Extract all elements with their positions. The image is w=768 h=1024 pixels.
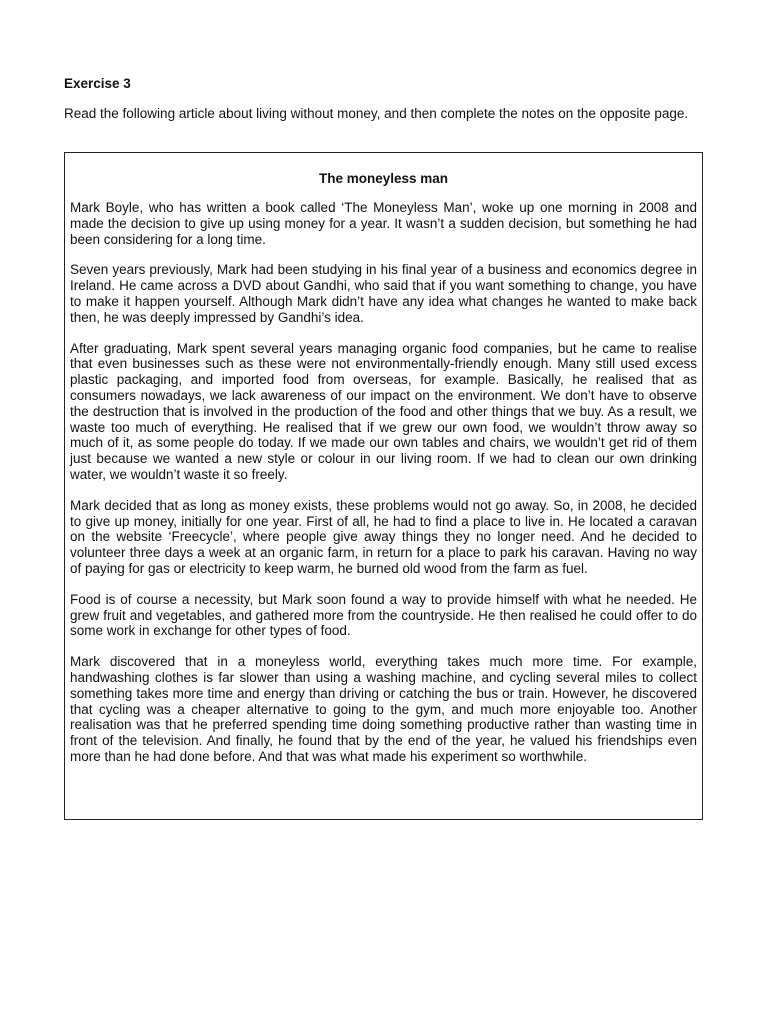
exercise-title: Exercise 3 bbox=[64, 76, 131, 91]
article-paragraph: Mark discovered that in a moneyless world, everything takes much more time. For example, handwashing clothes is far slower than using a washing machine, and cycling several miles to collect something takes more time and energy than driving or catching the bus or train. However, he discovered that cycling was a cheaper alternative to going to the gym, and much more enjoyable too. Another realisation was that he preferred spending time doing something productive rather than wasting time in front of the television. And finally, he found that by the end of the year, he valued his friendships even more than he had done before. And that was what made his experiment so worthwhile. bbox=[70, 654, 697, 764]
article-paragraph: Mark Boyle, who has written a book called ‘The Moneyless Man’, woke up one morning in 2008 and made the decision to give up using money for a year. It wasn’t a sudden decision, but something he had been considering for a long time. bbox=[70, 200, 697, 247]
article-paragraph: Mark decided that as long as money exists, these problems would not go away. So, in 2008, he decided to give up money, initially for one year. First of all, he had to find a place to live in. He located a caravan on the website ‘Freecycle’, where people give away things they no longer need. And he decided to volunteer three days a week at an organic farm, in return for a place to park his caravan. Having no way of paying for gas or electricity to keep warm, he burned old wood from the farm as fuel. bbox=[70, 497, 697, 576]
article-paragraph: Food is of course a necessity, but Mark soon found a way to provide himself with what he needed. He grew fruit and vegetables, and gathered more from the countryside. He then realised he could offer to do some work in exchange for other types of food. bbox=[70, 591, 697, 639]
article-box bbox=[64, 152, 703, 820]
article-paragraph: After graduating, Mark spent several years managing organic food companies, but he came to realise that even businesses such as these were not environmentally-friendly enough. Many still used excess plastic packaging, and imported food from overseas, for example. Basically, he realised that as consumers nowadays, we lack awareness of our impact on the environment. We don’t have to observe the destruction that is involved in the production of the food and other things that we buy. As a result, we waste too much of everything. He realised that if we grew our own food, we wouldn’t throw away so much of it, as some people do today. If we made our own tables and chairs, we wouldn’t get rid of them just because we wanted a new style or colour in our living room. If we had to clean our own drinking water, we wouldn’t waste it so freely. bbox=[70, 340, 697, 482]
exercise-instructions: Read the following article about living without money, and then complete the notes on the opposite page. bbox=[64, 106, 689, 121]
article-title: The moneyless man bbox=[318, 171, 449, 186]
article-paragraph: Seven years previously, Mark had been studying in his final year of a business and economics degree in Ireland. He came across a DVD about Gandhi, who said that if you want something to change, you have to make it happen yourself. Although Mark didn’t have any idea what changes he wanted to make back then, he was deeply impressed by Gandhi’s idea. bbox=[70, 262, 697, 325]
